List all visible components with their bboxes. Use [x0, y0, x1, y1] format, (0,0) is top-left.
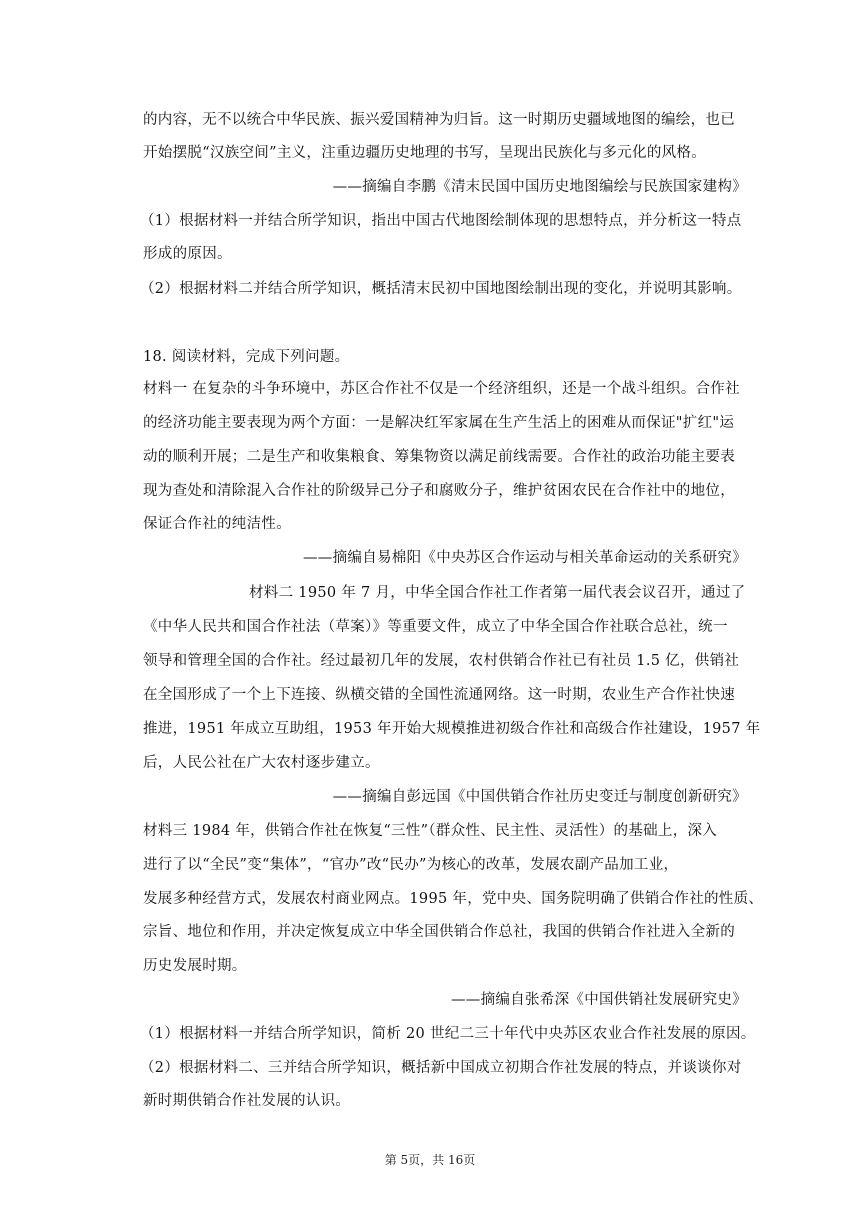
material-3-line: 发展多种经营方式，发展农村商业网点。1995 年，党中央、国务院明确了供销合作社的性质、	[143, 891, 764, 907]
question-18-sub2-cont: 新时期供销合作社发展的认识。	[143, 1093, 351, 1109]
material-2-line: 材料二 1950 年 7 月，中华全国合作社工作者第一届代表会议召开，通过了	[249, 585, 746, 601]
paragraph-line: 的内容，无不以统合中华民族、振兴爱国精神为归旨。这一时期历史疆域地图的编绘，也已	[143, 112, 735, 128]
page-number-footer: 第 5页，共 16页	[384, 1153, 476, 1167]
material-3-line: 历史发展时期。	[143, 958, 247, 974]
material-1-line: 材料一 在复杂的斗争环境中，苏区合作社不仅是一个经济组织，还是一个战斗组织。合作社	[143, 381, 740, 397]
material-2-line: 在全国形成了一个上下连接、纵横交错的全国性流通网络。这一时期，农业生产合作社快速	[143, 687, 735, 703]
material-2-line: 推进，1951 年成立互助组，1953 年开始大规模推进初级合作社和高级合作社建设，1957 年	[143, 721, 761, 737]
material-2-line: 《中华人民共和国合作社法（草案）》等重要文件，成立了中华全国合作社联合总社，统一	[143, 619, 728, 635]
question-17-sub2: （2）根据材料二并结合所学知识，概括清末民初中国地图绘制出现的变化，并说明其影响。	[140, 281, 742, 297]
material-3-line: 进行了以“全民”变“集体”，“官办”改“民办”为核心的改革，发展农副产品加工业，	[143, 857, 679, 873]
material-1-line: 现为查处和清除混入合作社的阶级异己分子和腐败分子，维护贫困农民在合作社中的地位，	[143, 483, 735, 499]
question-17-sub1: （1）根据材料一并结合所学知识，指出中国古代地图绘制体现的思想特点，并分析这一特点	[140, 213, 742, 229]
source-citation: ——摘编自易棉阳《中央苏区合作运动与相关革命运动的关系研究》	[303, 550, 747, 566]
source-citation: ——摘编自彭远国《中国供销合作社历史变迁与制度创新研究》	[332, 789, 747, 805]
question-17-sub1-cont: 形成的原因。	[143, 246, 232, 262]
question-18-sub1: （1）根据材料一并结合所学知识，简析 20 世纪二三十年代中央苏区农业合作社发展的原因。	[140, 1026, 756, 1042]
paragraph-line: 开始摆脱“汉族空间”主义，注重边疆历史地理的书写，呈现出民族化与多元化的风格。	[143, 145, 707, 161]
material-2-line: 领导和管理全国的合作社。经过最初几年的发展，农村供销合作社已有社员 1.5 亿，供销社	[143, 653, 740, 669]
material-3-line: 宗旨、地位和作用，并决定恢复成立中华全国供销合作总社，我国的供销合作社进入全新的	[143, 924, 735, 940]
material-1-line: 保证合作社的纯洁性。	[143, 516, 291, 532]
question-18-header: 18. 阅读材料，完成下列问题。	[143, 349, 350, 365]
material-3-line: 材料三 1984 年，供销合作社在恢复“三性”（群众性、民主性、灵活性）的基础上，深入	[143, 823, 718, 839]
question-18-sub2: （2）根据材料二、三并结合所学知识，概括新中国成立初期合作社发展的特点，并谈谈你对	[140, 1060, 742, 1076]
material-2-line: 后，人民公社在广大农村逐步建立。	[143, 755, 380, 771]
material-1-line: 的经济功能主要表现为两个方面：一是解决红军家属在生产生活上的困难从而保证"扩红"运	[143, 415, 735, 431]
material-1-line: 动的顺利开展；二是生产和收集粮食、筹集物资以满足前线需要。合作社的政治功能主要表	[143, 449, 735, 465]
source-citation: ——摘编自张希深《中国供销社发展研究史》	[451, 992, 747, 1008]
source-citation: ——摘编自李鹏《清末民国中国历史地图编绘与民族国家建构》	[332, 179, 747, 195]
